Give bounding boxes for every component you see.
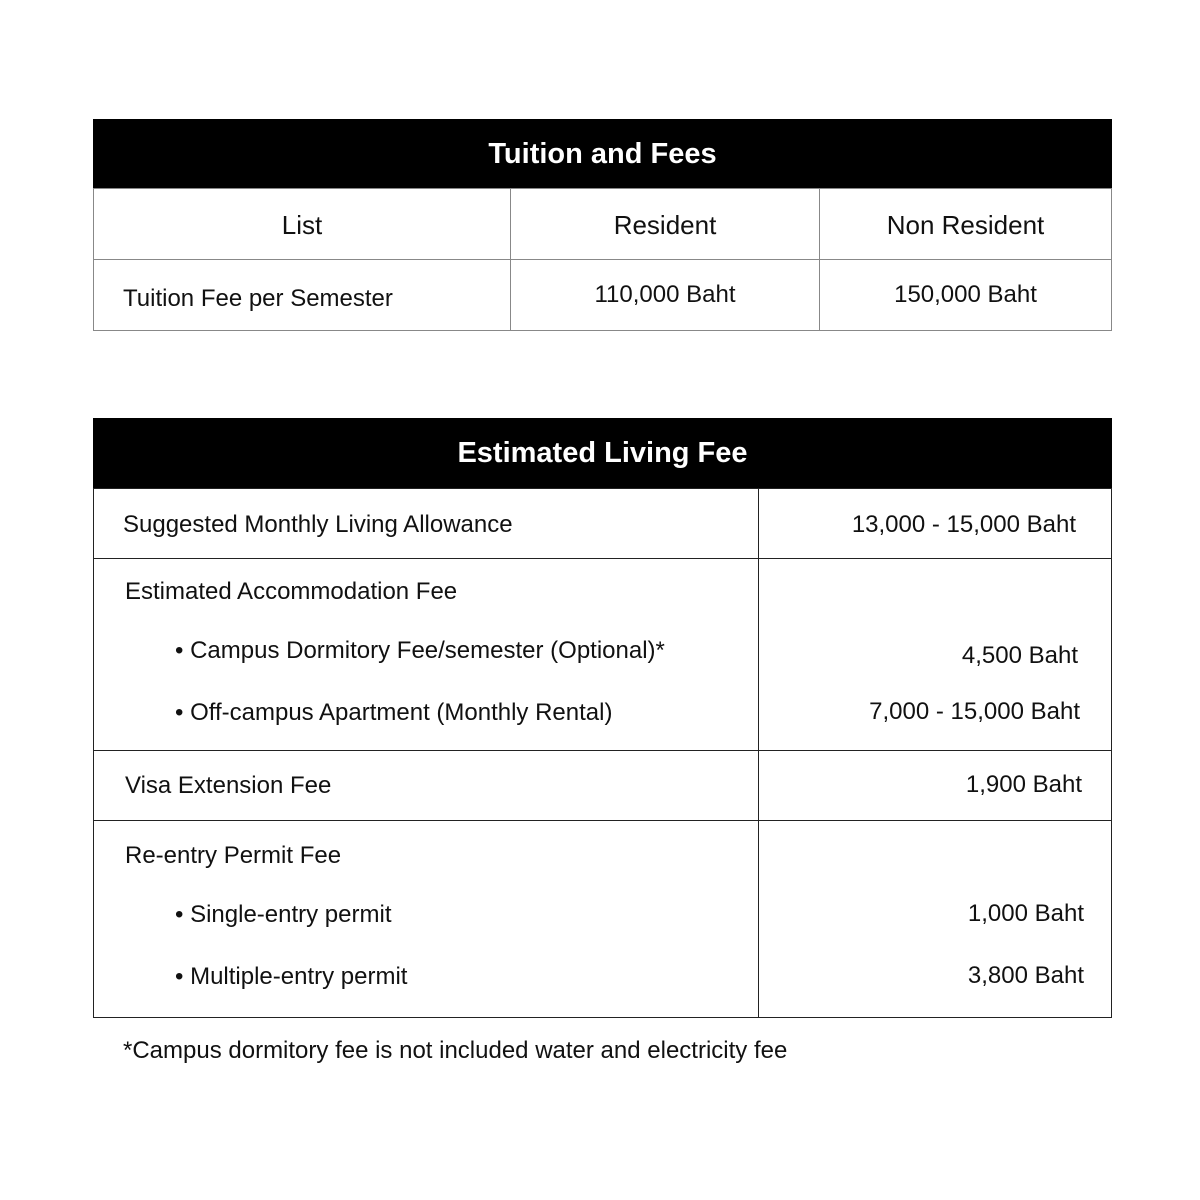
column-header: Non Resident bbox=[886, 210, 1045, 240]
row-label: Tuition Fee per Semester bbox=[123, 285, 393, 312]
allowance-label: Suggested Monthly Living Allowance bbox=[123, 511, 513, 538]
single-entry-label: • Single-entry permit bbox=[175, 901, 392, 928]
column-header: List bbox=[281, 210, 323, 240]
multiple-entry-label: • Multiple-entry permit bbox=[175, 963, 408, 990]
accommodation-label: Estimated Accommodation Fee bbox=[125, 578, 458, 605]
visa-label: Visa Extension Fee bbox=[125, 772, 332, 799]
column-header: Resident bbox=[613, 210, 717, 240]
non-resident-value: 150,000 Baht bbox=[894, 281, 1037, 308]
resident-value: 110,000 Baht bbox=[594, 281, 736, 308]
multiple-entry-value: 3,800 Baht bbox=[967, 962, 1084, 989]
dormitory-value: 4,500 Baht bbox=[961, 642, 1078, 669]
reentry-label: Re-entry Permit Fee bbox=[125, 842, 342, 869]
living-table-title: Estimated Living Fee bbox=[93, 418, 1112, 489]
dormitory-label: • Campus Dormitory Fee/semester (Optional)* bbox=[175, 637, 665, 664]
apartment-label: • Off-campus Apartment (Monthly Rental) bbox=[175, 699, 613, 726]
tuition-table-title: Tuition and Fees bbox=[93, 119, 1112, 189]
visa-value: 1,900 Baht bbox=[965, 771, 1082, 798]
single-entry-value: 1,000 Baht bbox=[967, 900, 1084, 927]
apartment-value: 7,000 - 15,000 Baht bbox=[869, 698, 1080, 725]
footnote: *Campus dormitory fee is not included water and electricity fee bbox=[123, 1037, 788, 1064]
allowance-value: 13,000 - 15,000 Baht bbox=[851, 511, 1076, 538]
